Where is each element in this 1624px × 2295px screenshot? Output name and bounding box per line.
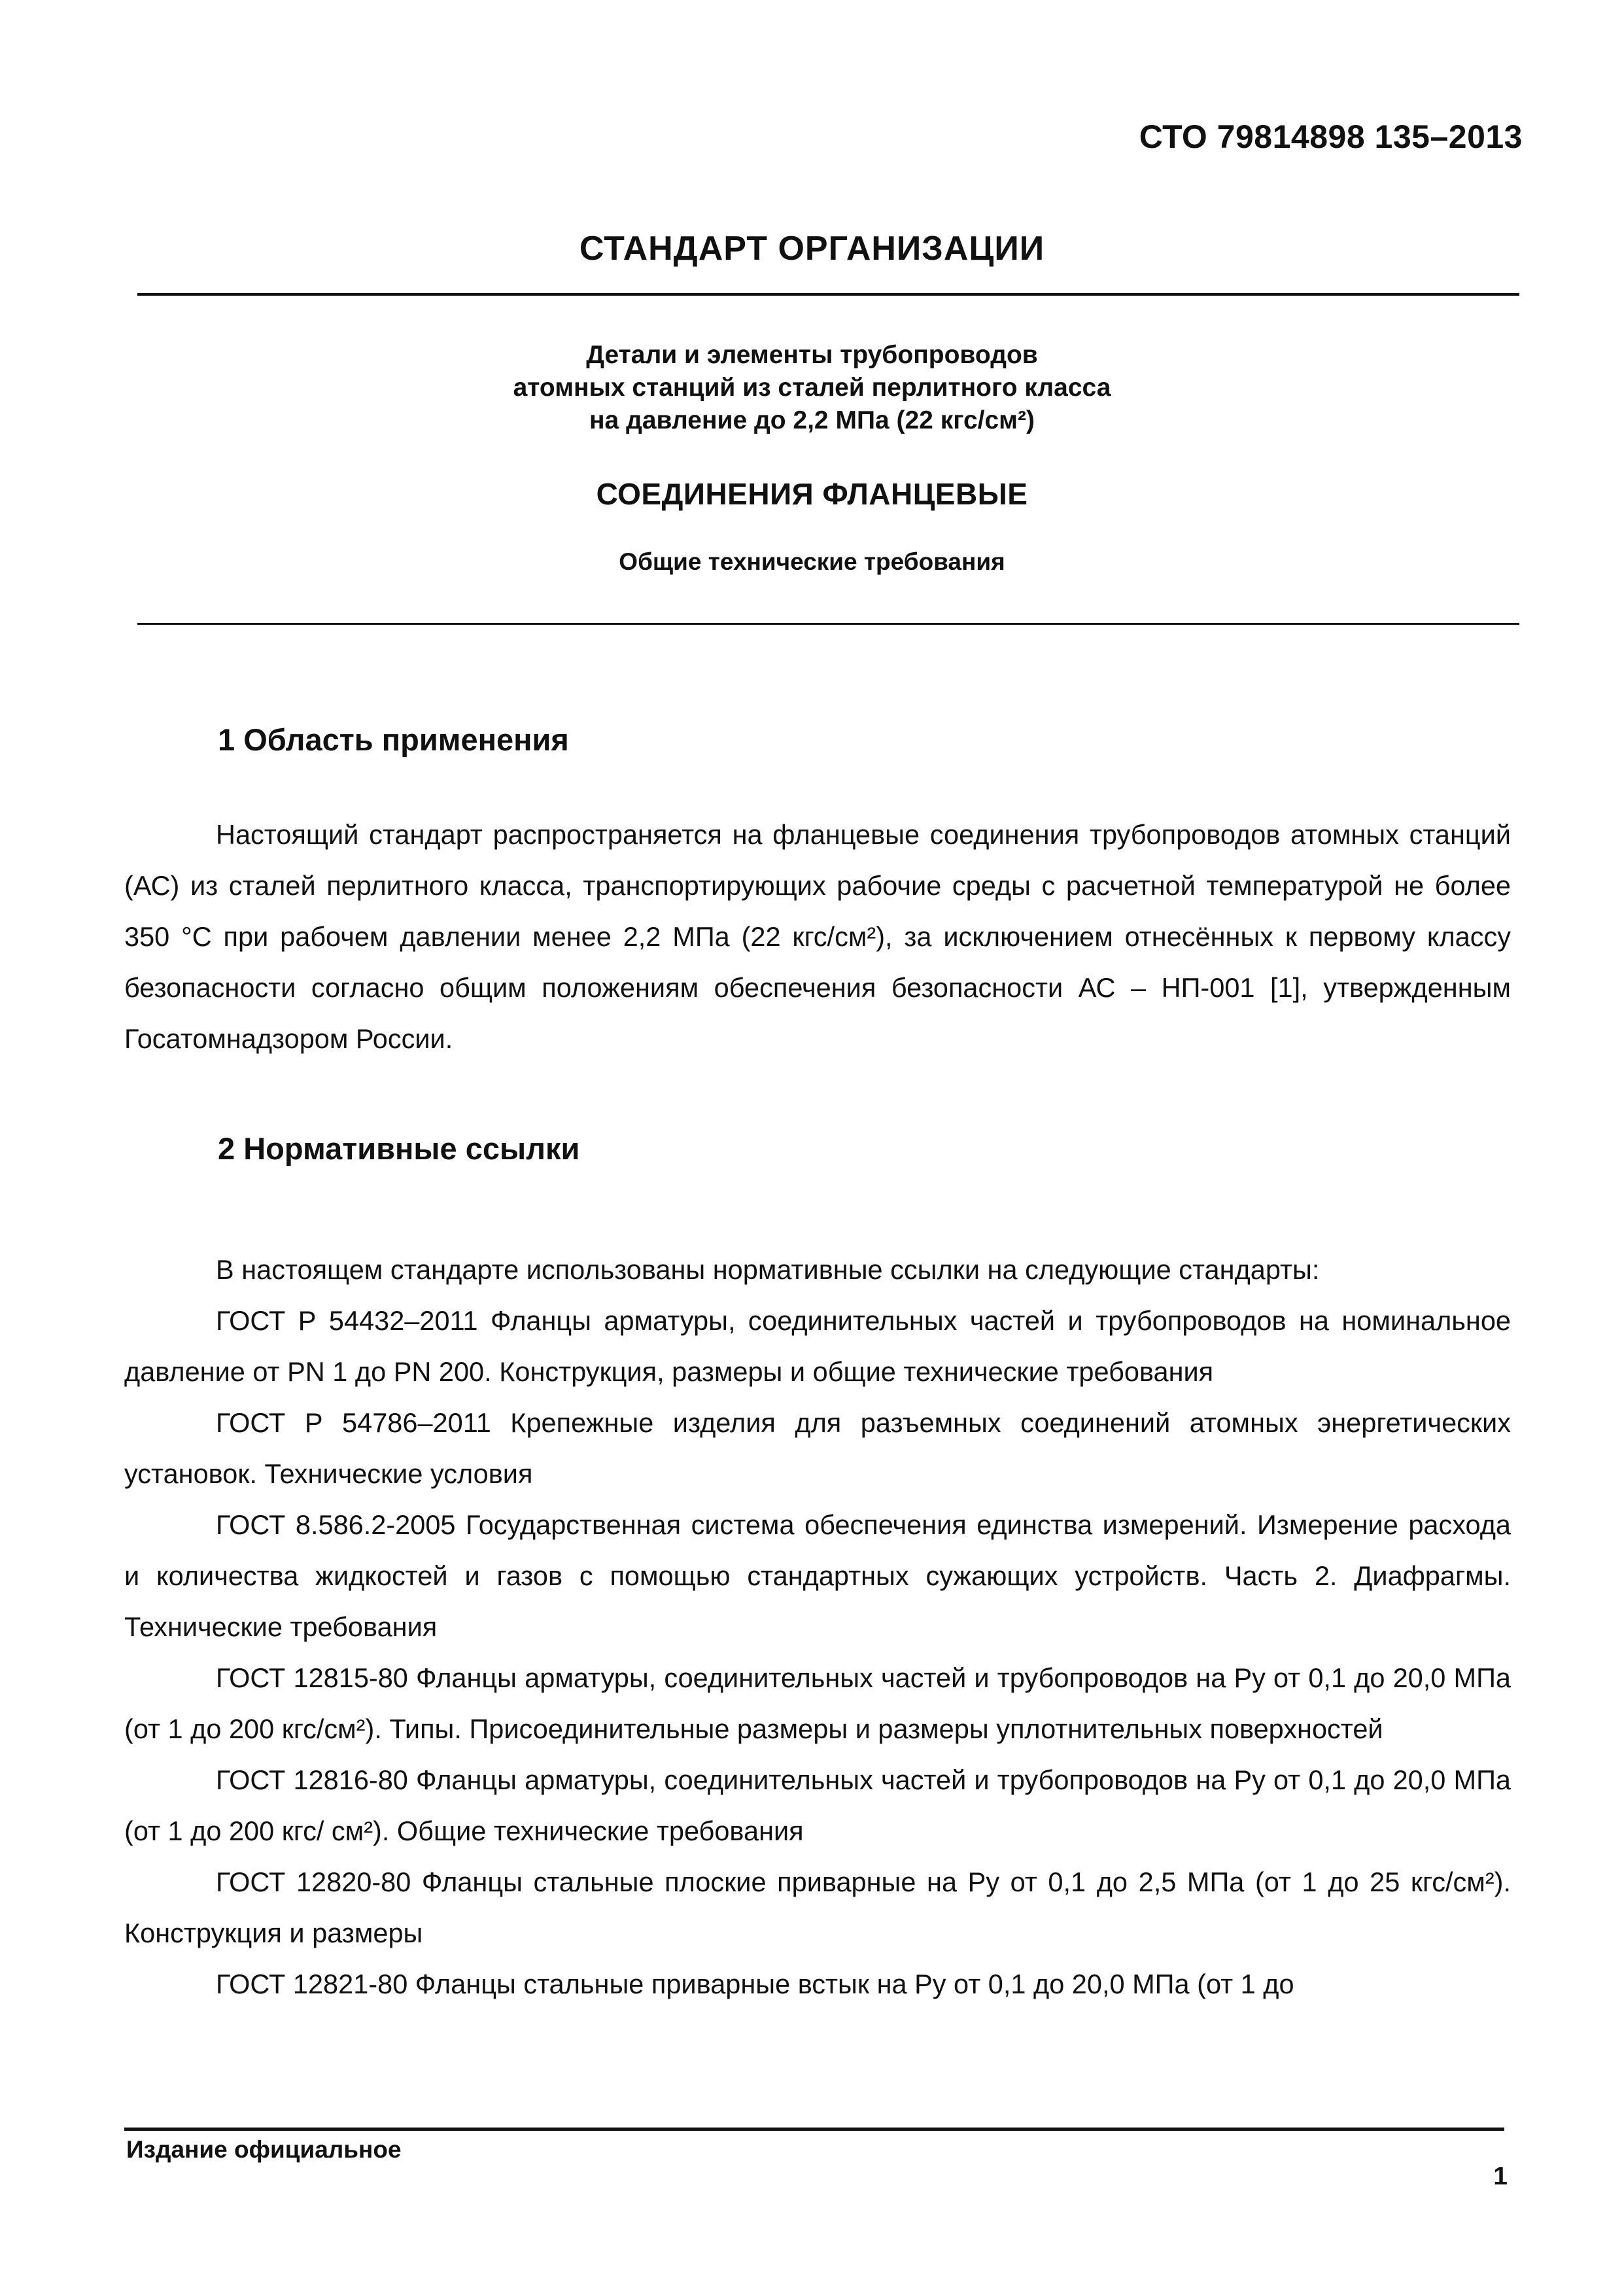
page-number: 1 <box>1493 2162 1508 2190</box>
section-1-body <box>124 809 1511 1064</box>
divider-footer <box>124 2128 1504 2131</box>
subtitle-line: на давление до 2,2 МПа (22 кгс/см²) <box>589 406 1035 434</box>
document-subtitle <box>0 339 1624 437</box>
reference-item: ГОСТ 12815-80 Фланцы арматуры, соединительных частей и трубопроводов на Ру от 0,1 до 20,0 МПа (от 1 до 200 кгс/см²). Типы. Присоединительные размеры и размеры уплотнительных поверхностей <box>124 1662 1511 1744</box>
reference-item: ГОСТ 8.586.2-2005 Государственная система обеспечения единства измерений. Измерение расхода и количества жидкостей и газов с помощью стандартных сужающих устройств. Часть 2. Диафрагмы. Технические требования <box>124 1509 1511 1642</box>
section-1-heading: 1 Область применения <box>218 722 569 757</box>
reference-item: ГОСТ 12821-80 Фланцы стальные приварные встык на Ру от 0,1 до 20,0 МПа (от 1 до <box>216 1969 1294 1999</box>
section-2-body <box>124 1244 1511 2010</box>
section-2-heading: 2 Нормативные ссылки <box>218 1131 580 1166</box>
main-title: СТАНДАРТ ОРГАНИЗАЦИИ <box>579 230 1045 268</box>
divider-title-block <box>137 623 1519 625</box>
document-subheading: Общие технические требования <box>619 548 1005 575</box>
document-heading: СОЕДИНЕНИЯ ФЛАНЦЕВЫЕ <box>596 477 1028 511</box>
document-code: СТО 79814898 135–2013 <box>1139 118 1523 155</box>
paragraph: В настоящем стандарте использованы нормативные ссылки на следующие стандарты: <box>216 1254 1320 1285</box>
reference-item: ГОСТ Р 54786–2011 Крепежные изделия для разъемных соединений атомных энергетических установок. Технические условия <box>124 1407 1511 1489</box>
subtitle-line: Детали и элементы трубопроводов <box>586 341 1038 369</box>
reference-item: ГОСТ 12816-80 Фланцы арматуры, соединительных частей и трубопроводов на Ру от 0,1 до 20,0 МПа (от 1 до 200 кгс/ см²). Общие технические требования <box>124 1764 1511 1846</box>
divider-top <box>137 293 1519 296</box>
reference-item: ГОСТ Р 54432–2011 Фланцы арматуры, соединительных частей и трубопроводов на номинальное давление от PN 1 до PN 200. Конструкция, размеры и общие технические требования <box>124 1305 1511 1387</box>
subtitle-line: атомных станций из сталей перлитного класса <box>513 374 1111 402</box>
paragraph: Настоящий стандарт распространяется на фланцевые соединения трубопроводов атомных станций (АС) из сталей перлитного класса, транспортирующих рабочие среды с расчетной температурой не более 350 °С при рабочем давлении менее 2,2 МПа (22 кгс/см²), за исключением отнесённых к первому классу безопасности согласно общим положениям обеспечения безопасности АС – НП-001 [1], утвержденным Госатомнадзором России. <box>124 819 1511 1054</box>
footer-edition-label: Издание официальное <box>126 2136 402 2163</box>
reference-item: ГОСТ 12820-80 Фланцы стальные плоские приварные на Ру от 0,1 до 2,5 МПа (от 1 до 25 кгс/см²). Конструкция и размеры <box>124 1866 1511 1948</box>
